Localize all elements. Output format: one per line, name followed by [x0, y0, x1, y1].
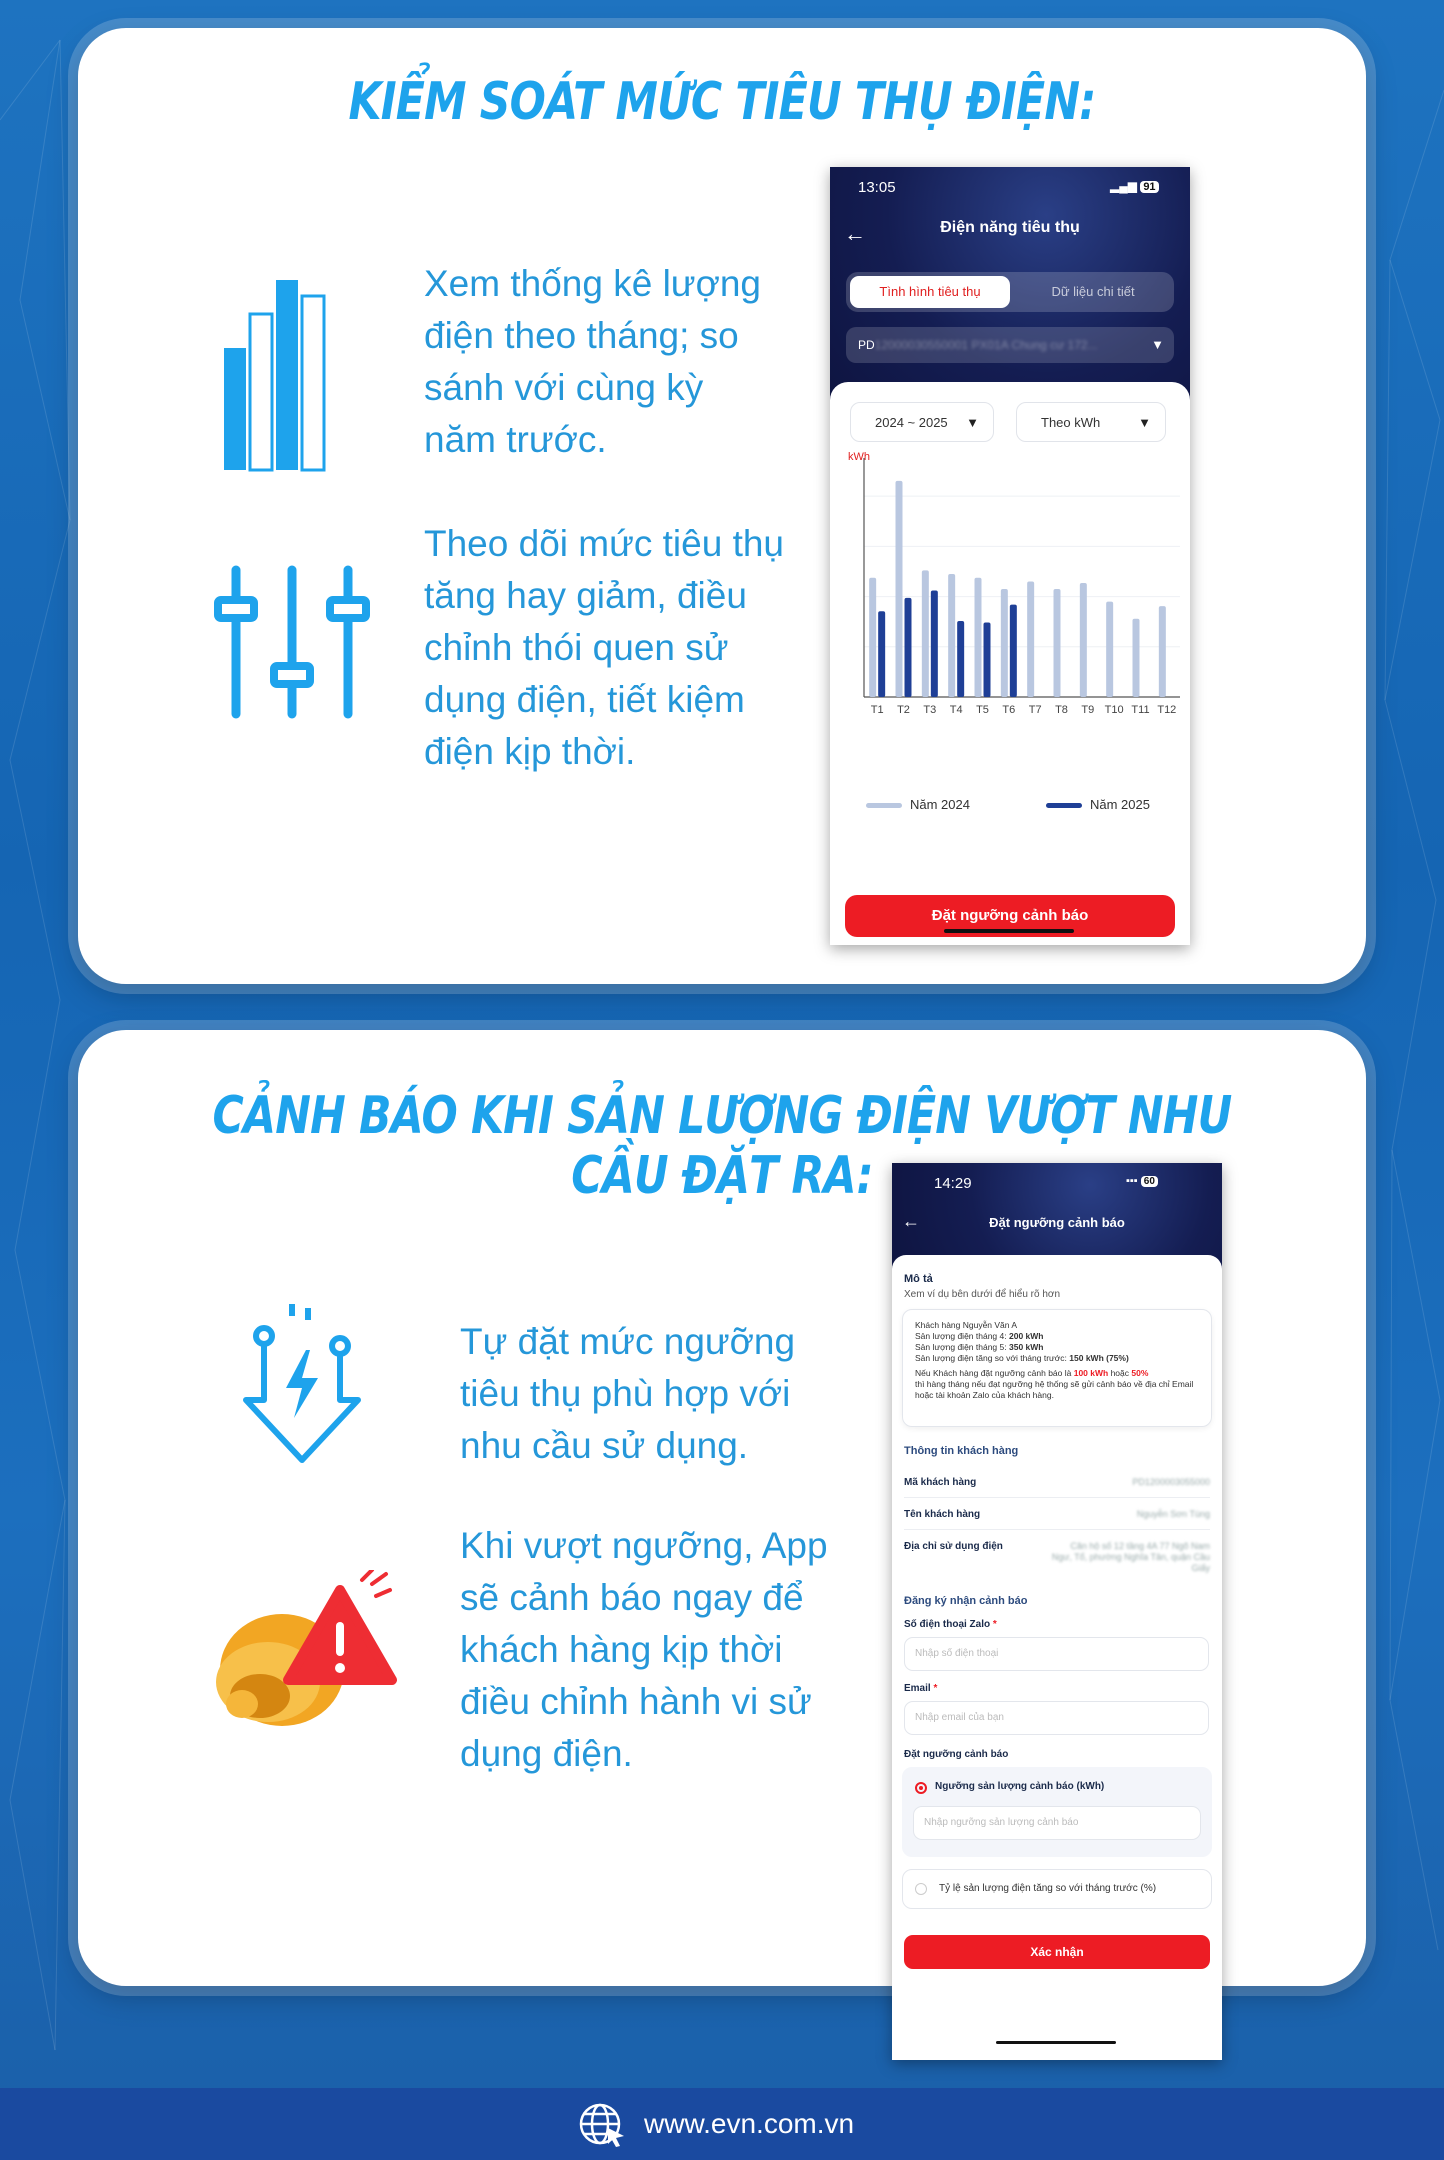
x-tick-label: T4 — [949, 704, 963, 716]
option-percent-label: Tỷ lệ sản lượng điện tăng so với tháng trước (%) — [939, 1883, 1157, 1894]
bar-2025 — [984, 622, 991, 697]
x-tick-label: T2 — [897, 704, 910, 716]
back-arrow-icon[interactable]: ← — [902, 1211, 920, 1231]
description-sub: Xem ví dụ bên dưới để hiểu rõ hơn — [904, 1289, 1061, 1300]
x-tick-label: T1 — [870, 704, 884, 716]
tab-consumption[interactable]: Tình hình tiêu thụ — [850, 276, 1010, 308]
x-tick-label: T10 — [1104, 704, 1124, 716]
bar-2024 — [896, 481, 903, 697]
bar-2025 — [957, 621, 964, 697]
set-threshold-button[interactable]: Đặt ngưỡng cảnh báo — [845, 895, 1175, 937]
signal-icon: ▪▪▪ — [1126, 1175, 1138, 1187]
zalo-label-text: Số điện thoại Zalo — [904, 1619, 991, 1630]
year-select-value: 2024 ~ 2025 — [875, 415, 948, 430]
home-indicator — [996, 2041, 1116, 2044]
example-month5-value: 350 kWh — [1008, 1342, 1044, 1352]
x-tick-label: T3 — [923, 704, 937, 716]
bar-2025 — [878, 611, 885, 697]
customer-code-value: PD1200003055000 — [1132, 1477, 1210, 1487]
example-month4 — [915, 1331, 1199, 1342]
chevron-down-icon: ▼ — [1151, 337, 1164, 352]
account-prefix: PD — [858, 338, 875, 352]
bar-2024 — [948, 574, 955, 697]
bar-2024 — [975, 578, 982, 697]
year-select[interactable] — [850, 402, 994, 442]
status-icons — [1126, 1175, 1158, 1187]
chart-panel — [830, 382, 1190, 945]
unit-select-value: Theo kWh — [1041, 415, 1101, 430]
unit-select[interactable] — [1016, 402, 1166, 442]
section-title: KIỂM SOÁT MỨC TIÊU THỤ ĐIỆN: — [348, 72, 1096, 132]
address-label: Địa chỉ sử dụng điện — [904, 1541, 1003, 1552]
screen-title: Điện năng tiêu thụ — [940, 219, 1080, 236]
email-label-text: Email — [904, 1683, 931, 1694]
bar-2024 — [1133, 619, 1140, 697]
status-time: 13:05 — [858, 179, 896, 196]
threshold-kwh-input[interactable]: Nhập ngưỡng sản lượng cảnh báo — [913, 1806, 1201, 1840]
bar-2024 — [922, 570, 929, 697]
x-tick-label: T5 — [976, 704, 989, 716]
status-icons — [1110, 179, 1159, 193]
confirm-button[interactable]: Xác nhận — [904, 1935, 1210, 1969]
example-increase — [915, 1353, 1199, 1364]
section-title: CẢNH BÁO KHI SẢN LƯỢNG ĐIỆN VƯỢT NHU CẦU ĐẶT RA: — [212, 1086, 1232, 1206]
bar-2024 — [1106, 602, 1113, 697]
example-month5-label: Sản lượng điện tháng 5: — [915, 1342, 1009, 1352]
example-box — [902, 1309, 1212, 1427]
legend-2024 — [866, 797, 970, 812]
bar-2024 — [1159, 606, 1166, 697]
legend-label-2025: Năm 2025 — [1090, 797, 1150, 812]
x-tick-label: T8 — [1055, 704, 1068, 716]
back-arrow-icon[interactable]: ← — [844, 221, 866, 246]
example-increase-value: 150 kWh (75%) — [1069, 1353, 1129, 1363]
example-threshold-kwh: 100 kWh — [1073, 1368, 1109, 1378]
feature-monthly-stats: Xem thống kê lượng điện theo tháng; so sánh với cùng kỳ năm trước. — [424, 263, 761, 460]
threshold-form — [892, 1255, 1222, 2060]
zalo-label — [904, 1619, 997, 1630]
bar-2024 — [1080, 583, 1087, 697]
bar-chart-icon — [222, 278, 350, 474]
feature-alert-exceed: Khi vượt ngưỡng, App sẽ cảnh báo ngay để khách hàng kịp thời điều chỉnh hành vi sử dụng điện. — [460, 1525, 828, 1774]
bar-2024 — [1027, 582, 1034, 698]
example-threshold-or: hoặc — [1108, 1368, 1132, 1378]
x-tick-label: T6 — [1002, 704, 1016, 716]
radio-selected-icon[interactable] — [915, 1782, 927, 1794]
consumption-bar-chart — [830, 442, 1190, 772]
example-threshold-text: Nếu Khách hàng đặt ngưỡng cảnh báo là — [915, 1368, 1074, 1378]
address-value: Căn hộ số 12 tầng 4A 77 Ngõ Nam Ngư, Tổ, phường Nghĩa Tân, quận Cầu Giấy — [1051, 1541, 1210, 1573]
example-note: thì hàng tháng nếu đạt ngưỡng hệ thống sẽ gửi cảnh báo về địa chỉ Email hoặc tài khoản Zalo của khách hàng. — [915, 1379, 1194, 1400]
threshold-heading: Đặt ngưỡng cảnh báo — [904, 1749, 1009, 1760]
x-tick-label: T9 — [1081, 704, 1095, 716]
threshold-phone-screen — [892, 1163, 1222, 2060]
zalo-phone-input[interactable]: Nhập số điện thoại — [904, 1637, 1209, 1671]
power-down-arrow-icon — [242, 1300, 362, 1470]
tab-detail-data[interactable]: Dữ liệu chi tiết — [1051, 284, 1135, 299]
legend-2025 — [1046, 797, 1150, 812]
option-kwh-label: Ngưỡng sản lượng cảnh báo (kWh) — [935, 1781, 1105, 1792]
divider — [904, 1497, 1210, 1498]
example-month5 — [915, 1342, 1199, 1353]
description-heading: Mô tả — [904, 1273, 933, 1285]
register-alert-heading: Đăng ký nhận cảnh báo — [904, 1595, 1028, 1607]
example-month4-value: 200 kWh — [1008, 1331, 1044, 1341]
customer-name-value: Nguyễn Sơn Tùng — [1136, 1509, 1210, 1519]
legend-label-2024: Năm 2024 — [910, 797, 970, 812]
feature-set-threshold: Tự đặt mức ngưỡng tiêu thụ phù hợp với nhu cầu sử dụng. — [460, 1321, 796, 1466]
x-tick-label: T7 — [1028, 704, 1042, 716]
battery-icon: 60 — [1141, 1176, 1158, 1187]
bar-2024 — [1054, 589, 1061, 697]
customer-name-label: Tên khách hàng — [904, 1509, 981, 1520]
bar-2025 — [931, 590, 938, 697]
customer-info-heading: Thông tin khách hàng — [904, 1445, 1019, 1457]
home-indicator — [944, 929, 1074, 933]
website-url[interactable]: www.evn.com.vn — [644, 2108, 855, 2139]
email-label — [904, 1683, 937, 1694]
option-percent-box[interactable] — [902, 1869, 1212, 1909]
screen-title: Đặt ngưỡng cảnh báo — [989, 1215, 1125, 1230]
y-axis-label: kWh — [848, 451, 870, 463]
bar-2024 — [869, 578, 876, 697]
chevron-down-icon: ▼ — [1138, 415, 1151, 430]
battery-icon: 91 — [1140, 181, 1158, 193]
legend-swatch-2024 — [866, 803, 902, 808]
email-input[interactable]: Nhập email của bạn — [904, 1701, 1209, 1735]
sliders-icon — [212, 562, 372, 722]
feature-track-trend: Theo dõi mức tiêu thụ tăng hay giảm, điều chỉnh thói quen sử dụng điện, tiết kiệm điện kịp thời. — [424, 523, 785, 772]
divider — [904, 1529, 1210, 1530]
account-number: 1200003055000​1 PX01A Chung cư 172... — [874, 338, 1098, 352]
example-threshold — [915, 1368, 1199, 1379]
required-mark: * — [933, 1683, 938, 1694]
example-threshold-percent: 50% — [1131, 1368, 1149, 1378]
example-customer: Khách hàng Nguyễn Văn A — [915, 1320, 1018, 1330]
globe-icon — [578, 2102, 628, 2148]
radio-unselected-icon[interactable] — [915, 1883, 927, 1895]
x-tick-label: T11 — [1131, 704, 1150, 716]
signal-icon: ▂▄▆ — [1110, 179, 1137, 193]
consumption-phone-screen — [830, 167, 1190, 945]
bar-2025 — [905, 598, 912, 697]
option-kwh-box[interactable] — [902, 1767, 1212, 1857]
x-tick-label: T12 — [1157, 704, 1177, 716]
alert-bell-icon — [202, 1570, 402, 1740]
legend-swatch-2025 — [1046, 803, 1082, 808]
bar-2025 — [1010, 605, 1017, 697]
example-increase-label: Sản lượng điện tăng so với tháng trước: — [915, 1353, 1070, 1363]
bar-2024 — [1001, 589, 1008, 697]
phone-header — [830, 167, 1190, 407]
status-time: 14:29 — [934, 1175, 972, 1192]
example-month4-label: Sản lượng điện tháng 4: — [915, 1331, 1009, 1341]
chevron-down-icon: ▼ — [966, 415, 979, 430]
customer-code-label: Mã khách hàng — [904, 1477, 977, 1488]
tab-switch — [846, 272, 1174, 312]
footer-bar — [0, 2088, 1444, 2160]
required-mark: * — [992, 1619, 997, 1630]
account-select[interactable] — [846, 327, 1174, 363]
